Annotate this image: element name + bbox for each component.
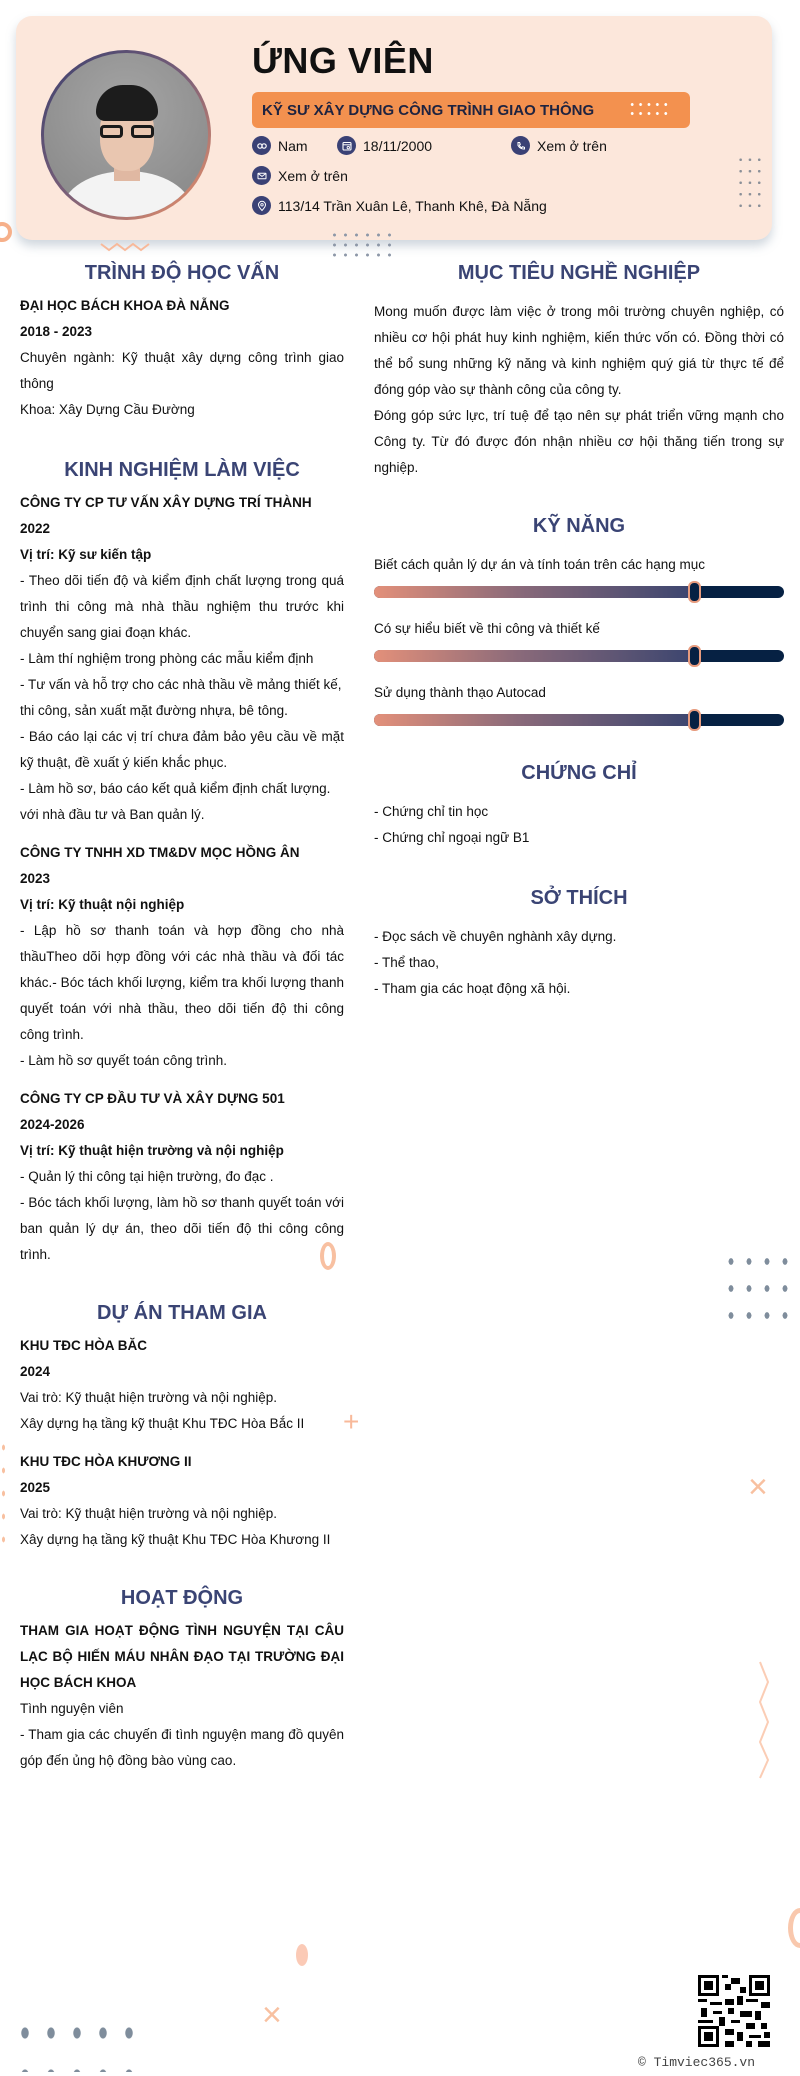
certificate-item: - Chứng chỉ ngoại ngữ B1: [374, 830, 530, 845]
school-name: ĐẠI HỌC BÁCH KHOA ĐÀ NẴNG: [20, 298, 230, 313]
phone-info: [511, 136, 607, 155]
dot-decoration: [296, 1944, 308, 1966]
avatar: [44, 53, 208, 217]
activities-section: [20, 1587, 344, 1774]
birthday-info: [337, 136, 432, 155]
company-name: CÔNG TY CP ĐẦU TƯ VÀ XÂY DỰNG 501: [20, 1091, 285, 1106]
skill-fill: [374, 586, 694, 598]
experience-section: [20, 459, 344, 1268]
major: Chuyên ngành: Kỹ thuật xây dựng công trình giao thông: [20, 350, 344, 391]
ring-decoration: [320, 1242, 336, 1270]
header-card: [16, 16, 772, 240]
skill-bar: [374, 714, 784, 726]
objective-paragraph: Mong muốn được làm việc ở trong môi trường chuyên nghiệp, có nhiều cơ hội phát huy kinh nghiệm, kiến thức vốn có. Đồng thời có thể bổ sung những kỹ năng và kinh nghiệm quý giá từ thực tế để đóng góp vào sự thành công của công ty.: [374, 304, 784, 397]
section-title: MỤC TIÊU NGHỀ NGHIỆP: [457, 262, 701, 284]
ring-decoration: [0, 222, 12, 242]
skill-bar: [374, 586, 784, 598]
phone-icon: [511, 136, 530, 155]
dot-pattern: [12, 2012, 134, 2072]
duty-line: - Báo cáo lại các vị trí chưa đảm bảo yêu cầu về mặt kỹ thuật, đề xuất ý kiến khắc phục.: [20, 729, 344, 770]
duty-line: - Tư vấn và hỗ trợ cho các nhà thầu về mảng thiết kế,: [20, 677, 342, 692]
experience-item: [20, 840, 344, 1074]
section-title: DỰ ÁN THAM GIA: [97, 1302, 267, 1324]
x-decoration: ×: [748, 1468, 768, 1506]
hobbies-section: [374, 887, 784, 1002]
certificates-section: [374, 762, 784, 851]
section-title: CHỨNG CHỈ: [521, 762, 637, 784]
left-column: [20, 262, 344, 1800]
hobby-item: - Đọc sách về chuyên nghành xây dựng.: [374, 929, 617, 944]
birthday-value: 18/11/2000: [363, 137, 433, 154]
duty-line: - Lập hồ sơ thanh toán và hợp đồng cho nhà thầuTheo dõi hợp đồng với các nhà thầu và đối tác khác.- Bóc tách khối lượng, kiểm tra khối lượng thanh quyết toán với nhà thầu, theo dõi tiến độ thi công công trình.: [20, 923, 344, 1042]
section-title: KỸ NĂNG: [532, 515, 626, 537]
job-title-badge: [252, 92, 690, 128]
dot-pattern: [722, 1248, 790, 1328]
gender-info: [252, 136, 308, 155]
skill-fill: [374, 714, 694, 726]
x-decoration: ×: [262, 1996, 282, 2034]
qr-code: [698, 1975, 770, 2047]
duty-line: - Theo dõi tiến độ và kiểm định chất lượng trong quá trình thi công mà nhà thầu nghiệm thu trước khi chuyển sang giai đoạn khác.: [20, 573, 344, 640]
skill-label: Có sự hiểu biết về thi công và thiết kế: [374, 621, 600, 636]
experience-item: [20, 490, 344, 828]
skill-knob: [688, 709, 701, 731]
certificate-item: - Chứng chỉ tin học: [374, 804, 489, 819]
section-title: HOẠT ĐỘNG: [120, 1587, 244, 1609]
dot-pattern: [628, 100, 670, 120]
email-value[interactable]: Xem ở trên: [278, 167, 348, 184]
school-period: 2018 - 2023: [20, 324, 93, 339]
dot-pattern: [2, 1436, 5, 1546]
project-name: KHU TĐC HÒA BĂC: [20, 1338, 147, 1353]
skill-bar: [374, 650, 784, 662]
company-period: 2023: [20, 871, 51, 886]
plus-decoration: +: [343, 1406, 360, 1437]
address-info: [252, 196, 547, 215]
activity-name: THAM GIA HOẠT ĐỘNG TÌNH NGUYỆN TẠI CÂU LẠC BỘ HIẾN MÁU NHÂN ĐẠO TẠI TRƯỜNG ĐẠI HỌC BÁCH KHOA: [20, 1623, 344, 1690]
project-year: 2024: [20, 1364, 51, 1379]
avatar-ring: [41, 50, 211, 220]
position: Vị trí: Kỹ sư kiến tập: [20, 547, 152, 562]
projects-section: [20, 1302, 344, 1553]
duty-line: - Quản lý thi công tại hiện trường, đo đạc .: [20, 1169, 274, 1184]
section-title: SỞ THÍCH: [530, 887, 628, 909]
skill-knob: [688, 645, 701, 667]
hobby-item: - Tham gia các hoạt động xã hội.: [374, 981, 571, 996]
duty-line: - Làm hồ sơ, báo cáo kết quả kiểm định chất lượng.: [20, 781, 331, 796]
hobby-item: - Thể thao,: [374, 955, 440, 970]
experience-item: [20, 1086, 344, 1268]
project-year: 2025: [20, 1480, 51, 1495]
project-role: Vai trò: Kỹ thuật hiện trường và nội nghiệp.: [20, 1390, 278, 1405]
copyright[interactable]: © Timviec365.vn: [638, 2055, 756, 2070]
section-title: TRÌNH ĐỘ HỌC VẤN: [84, 262, 280, 284]
email-icon: [252, 166, 271, 185]
project-desc: Xây dựng hạ tầng kỹ thuật Khu TĐC Hòa Bắc II: [20, 1416, 305, 1431]
duty-line: thi công, sản xuất mặt đường nhựa, bê tông.: [20, 703, 288, 718]
skill-knob: [688, 581, 701, 603]
skills-section: [374, 515, 784, 726]
company-period: 2022: [20, 521, 51, 536]
skill-fill: [374, 650, 694, 662]
duty-line: - Bóc tách khối lượng, làm hồ sơ thanh quyết toán với ban quản lý dự án, theo dõi tiến độ thi công công trình.: [20, 1195, 344, 1262]
company-name: CÔNG TY CP TƯ VẤN XÂY DỰNG TRÍ THÀNH: [20, 495, 312, 510]
company-period: 2024-2026: [20, 1117, 85, 1132]
project-desc: Xây dựng hạ tầng kỹ thuật Khu TĐC Hòa Khương II: [20, 1532, 331, 1547]
zigzag-decoration: [100, 242, 152, 252]
dot-pattern: [736, 154, 764, 212]
ring-decoration: [788, 1908, 800, 1948]
job-title: KỸ SƯ XÂY DỰNG CÔNG TRÌNH GIAO THÔNG: [262, 101, 595, 119]
duty-line: - Làm thí nghiệm trong phòng các mẫu kiểm định: [20, 651, 314, 666]
objective-paragraph: Đóng góp sức lực, trí tuệ để tạo nên sự phát triển vững mạnh cho Công ty. Từ đó được đón nhận nhiều cơ hội thăng tiến trong sự nghiệp.: [374, 408, 784, 475]
education-section: [20, 262, 344, 423]
skill-label: Sử dụng thành thạo Autocad: [374, 685, 546, 700]
faculty: Khoa: Xây Dựng Cầu Đường: [20, 402, 195, 417]
skill-label: Biết cách quản lý dự án và tính toán trên các hạng mục: [374, 557, 705, 572]
dot-pattern: [329, 230, 395, 260]
calendar-icon: [337, 136, 356, 155]
objective-section: [374, 262, 784, 481]
position: Vị trí: Kỹ thuật hiện trường và nội nghiệp: [20, 1143, 284, 1158]
project-item: [20, 1333, 344, 1437]
gender-icon: [252, 136, 271, 155]
duty-line: với nhà đầu tư và Ban quản lý.: [20, 807, 205, 822]
section-title: KINH NGHIỆM LÀM VIỆC: [64, 459, 300, 481]
duty-line: - Làm hồ sơ quyết toán công trình.: [20, 1053, 227, 1068]
company-name: CÔNG TY TNHH XD TM&DV MỌC HỒNG ÂN: [20, 845, 300, 860]
project-item: [20, 1449, 344, 1553]
phone-value[interactable]: Xem ở trên: [537, 137, 607, 154]
address-value: 113/14 Trần Xuân Lê, Thanh Khê, Đà Nẵng: [278, 197, 547, 214]
location-pin-icon: [252, 196, 271, 215]
project-name: KHU TĐC HÒA KHƯƠNG II: [20, 1454, 192, 1469]
zigzag-decoration: [756, 1660, 772, 1780]
candidate-name: ỨNG VIÊN: [252, 40, 434, 81]
gender-value: Nam: [278, 137, 308, 154]
project-role: Vai trò: Kỹ thuật hiện trường và nội nghiệp.: [20, 1506, 278, 1521]
position: Vị trí: Kỹ thuật nội nghiệp: [20, 897, 185, 912]
activity-role: Tình nguyện viên: [20, 1701, 124, 1716]
right-column: [374, 262, 784, 1028]
email-info: [252, 166, 348, 185]
activity-desc: - Tham gia các chuyến đi tình nguyện mang đồ quyên góp đến ủng hộ đồng bào vùng cao.: [20, 1727, 344, 1768]
